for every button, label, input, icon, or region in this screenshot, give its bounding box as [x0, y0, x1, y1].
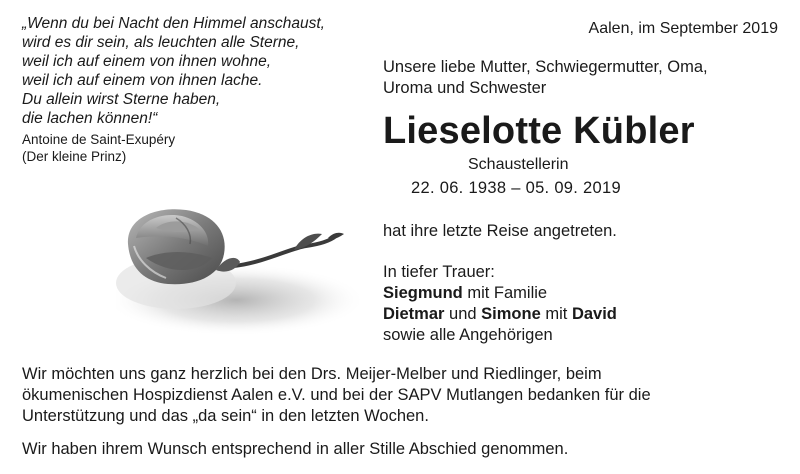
mourning-heading: In tiefer Trauer: — [383, 263, 495, 281]
mourner-name: Siegmund — [383, 284, 463, 302]
poem-quote — [22, 14, 382, 128]
thanks-line: ökumenischen Hospizdienst Aalen e.V. und bei der SAPV Mutlangen bedanken für die — [22, 386, 651, 404]
intro-line: Uroma und Schwester — [383, 79, 547, 97]
place-date: Aalen, im September 2019 — [588, 20, 778, 37]
quote-line: weil ich auf einem von ihnen wohne, — [22, 53, 272, 70]
thanks-line: Unterstützung und das „da sein“ in den letzten Wochen. — [22, 407, 429, 425]
mourners-block — [383, 262, 617, 346]
quote-line: wird es dir sein, als leuchten alle Sterne, — [22, 34, 300, 51]
quote-author: Antoine de Saint-Exupéry — [22, 132, 176, 147]
quote-source: (Der kleine Prinz) — [22, 149, 127, 164]
quote-line: Du allein wirst Sterne haben, — [22, 91, 221, 108]
mourner-row: sowie alle Angehörigen — [383, 326, 553, 344]
quote-attribution — [22, 131, 175, 165]
mourner-connector: mit — [540, 305, 572, 323]
mourner-name: David — [571, 305, 617, 323]
journey-text: hat ihre letzte Reise angetreten. — [383, 222, 617, 240]
deceased-name: Lieselotte Kübler — [383, 110, 695, 152]
quote-line: weil ich auf einem von ihnen lache. — [22, 72, 263, 89]
farewell-text: Wir haben ihrem Wunsch entsprechend in aller Stille Abschied genommen. — [22, 440, 569, 458]
intro-text — [383, 57, 708, 99]
deceased-profession: Schaustellerin — [468, 156, 569, 173]
thanks-line: Wir möchten uns ganz herzlich bei den Drs. Meijer-Melber und Riedlinger, beim — [22, 365, 602, 383]
mourner-name: Dietmar — [383, 305, 445, 323]
rose-image — [116, 188, 378, 338]
mourner-connector: und — [444, 305, 482, 323]
mourner-row — [383, 283, 617, 304]
mourner-suffix: mit Familie — [462, 284, 548, 302]
quote-line: die lachen können!“ — [22, 110, 158, 127]
mourner-row — [383, 304, 617, 325]
mourner-name: Simone — [481, 305, 541, 323]
quote-line: „Wenn du bei Nacht den Himmel anschaust, — [22, 15, 325, 32]
life-dates: 22. 06. 1938 – 05. 09. 2019 — [411, 179, 621, 197]
thanks-paragraph — [22, 364, 782, 427]
intro-line: Unsere liebe Mutter, Schwiegermutter, Oma, — [383, 58, 708, 76]
